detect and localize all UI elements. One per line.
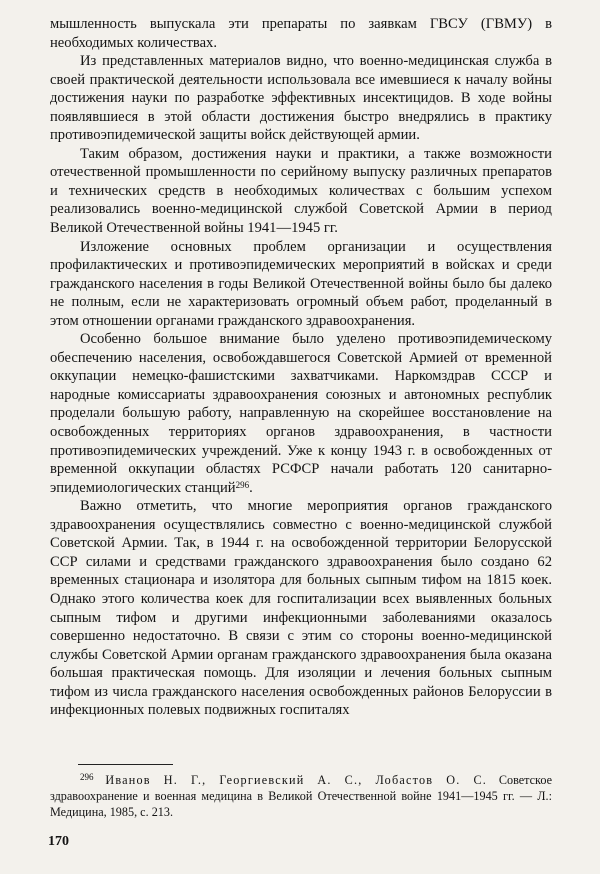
footnote-divider (78, 764, 173, 765)
paragraph: Изложение основных проблем организации и осуществления профилактических и противоэпидемических мероприятий в войсках и среди гражданского населения в годы Великой Отечественной войны было бы далеко не полным, если не характеризовать огромный объем работ, проделанный в этом отношении органами гражданского здравоохранения. (50, 238, 552, 329)
footnote (50, 772, 552, 820)
footnote-text (50, 772, 552, 820)
page-number: 170 (48, 834, 69, 849)
footnote-reference[interactable]: 296 (235, 479, 250, 490)
footnote-citation: Советское здравоохранение и военная медицина в Великой Отечественной войне 1941—1945 гг. — Л.: Медицина, 1985, с. 213. (50, 773, 553, 819)
body-text (50, 15, 552, 720)
paragraph: Важно отметить, что многие мероприятия органов гражданского здравоохранения осуществлялись совместно с военно-медицинской службой Советской Армии. Так, в 1944 г. на освобожденной территории Белорусской ССР силами и средствами гражданского здравоохранения было создано 62 временных стационара и изолятора для больных сыпным тифом на 1815 коек. Однако этого количества коек для госпитализации всех выявленных больных сыпным тифом и другими инфекционными заболеваниями оказалось совершенно недостаточно. В связи с этим со стороны военно-медицинской службы Советской Армии органам гражданского здравоохранения была оказана большая практическая помощь. Для изоляции и лечения больных сыпным тифом из числа гражданского населения освобожденных районов Белоруссии в инфекционных полевых подвижных госпиталях (50, 498, 552, 719)
footnote-number: 296 (80, 772, 94, 782)
paragraph-text: Особенно большое внимание было уделено противоэпидемическому обеспечению населения, освобождавшегося Советской Армией от временной оккупации немецко-фашистскими захватчиками. Наркомздрав СССР и народные комиссариаты здравоохранения союзных и автономных республик проделали большую работу, направленную на скорейшее восстановление на освобожденных территориях органов здравоохранения, в частности противоэпидемических учреждений. Уже к концу 1943 г. в освобожденных от временной оккупации областях РСФСР начали работать 120 санитарно-эпидемиологических станций (50, 331, 552, 496)
paragraph: Из представленных материалов видно, что военно-медицинская служба в своей практической деятельности использовала все имевшиеся к началу войны достижения науки по разработке эффективных инсектицидов. В ходе войны появлявшиеся в этой области достижения быстро внедрялись в практику противоэпидемической защиты войск действующей армии. (50, 53, 552, 144)
paragraph: Особенно большое внимание было уделено противоэпидемическому обеспечению населения, освобождавшегося Советской Армией от временной оккупации немецко-фашистскими захватчиками. Наркомздрав СССР и народные комиссариаты здравоохранения союзных и автономных республик проделали большую работу, направленную на скорейшее восстановление на освобожденных территориях органов здравоохранения, в частности противоэпидемических учреждений. Уже к концу 1943 г. в освобожденных от временной оккупации областях РСФСР начали работать 120 санитарно-эпидемиологических станций$^{296}$. (50, 331, 552, 496)
footnote-authors: Иванов Н. Г., Георгиевский А. С., Лобастов О. С. (105, 773, 488, 787)
paragraph: мышленность выпускала эти препараты по заявкам ГВСУ (ГВМУ) в необходимых количествах. (50, 16, 552, 51)
paragraph: Таким образом, достижения науки и практики, а также возможности отечественной промышленности по серийному выпуску различных препаратов и технических средств в необходимых количествах с большим успехом реализовались военно-медицинской службой Советской Армии в период Великой Отечественной войны 1941—1945 гг. (50, 145, 552, 237)
